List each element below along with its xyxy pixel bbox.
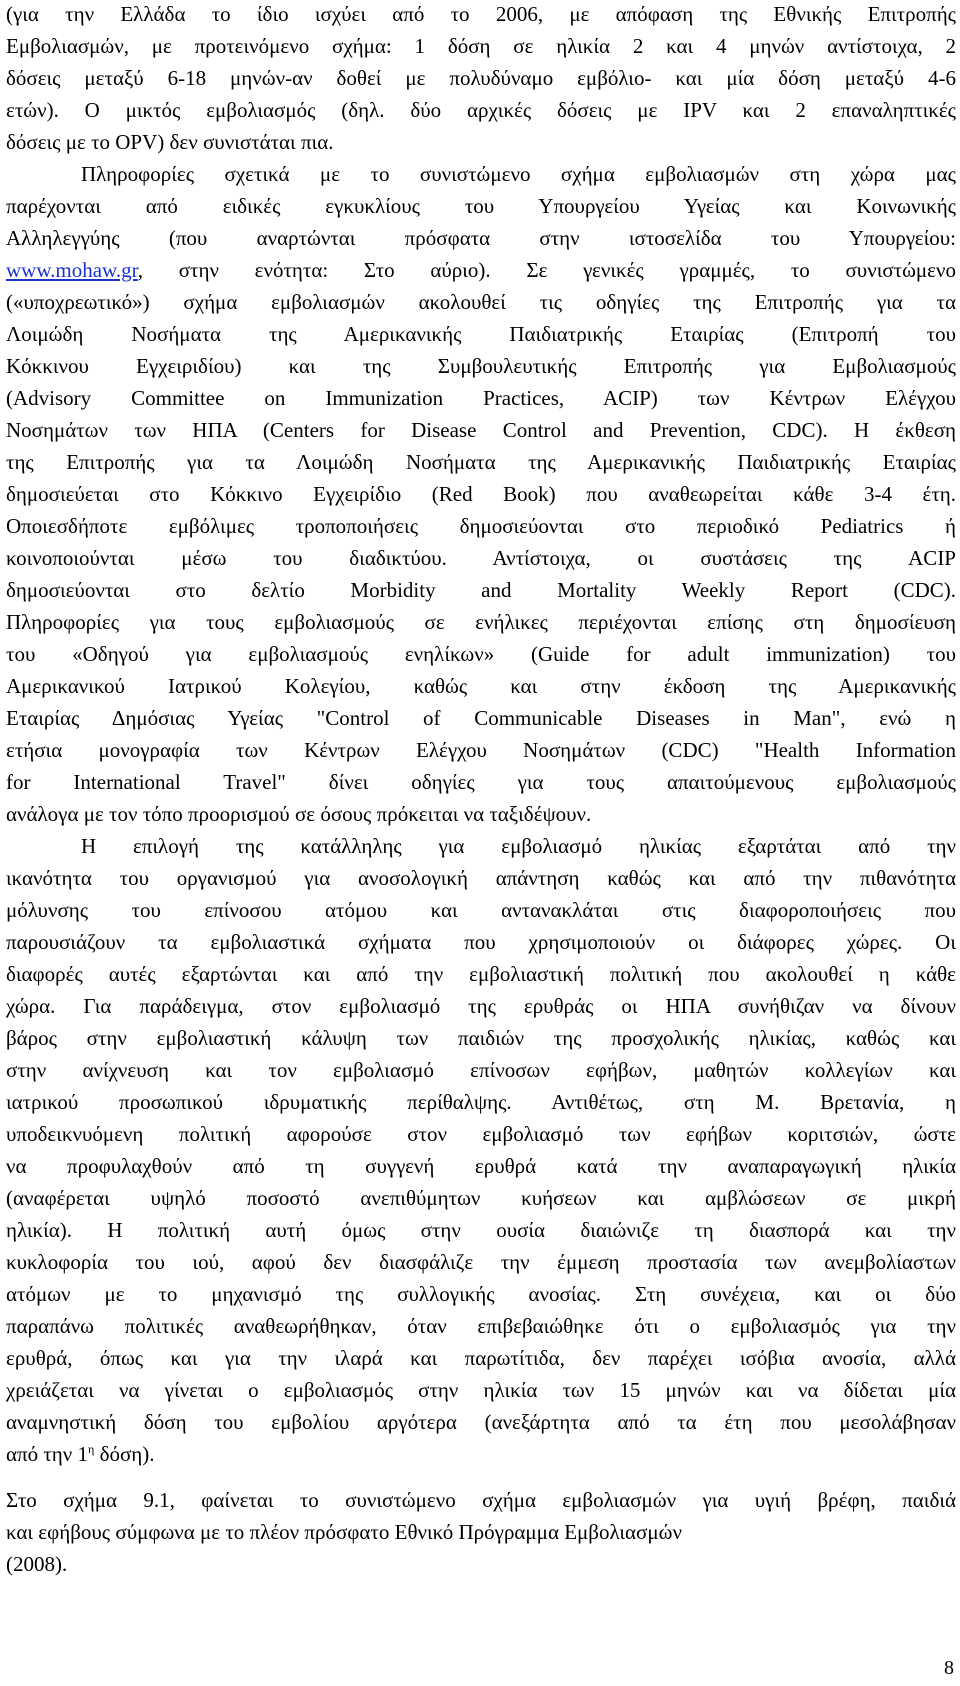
text-line: Πληροφορίες σχετικά με το συνιστώμενο σχήμα εμβολιασμών στη χώρα μας xyxy=(81,162,956,186)
text-span: από την 1 xyxy=(6,1442,89,1466)
text-line: Εμβολιασμών, με προτεινόμενο σχήμα: 1 δόση σε ηλικία 2 και 4 μηνών αντίστοιχα, 2 xyxy=(6,34,956,58)
text-line xyxy=(6,254,956,286)
text-span: δόση). xyxy=(94,1442,155,1466)
text-line: παρουσιάζουν τα εμβολιαστικά σχήματα που χρησιμοποιούν οι διάφορες χώρες. Οι xyxy=(6,930,956,954)
text-line: του «Οδηγού για εμβολιασμούς ενηλίκων» (Guide for adult immunization) του xyxy=(6,642,956,666)
text-line: κοινοποιούνται μέσω του διαδικτύου. Αντίστοιχα, οι συστάσεις της ACIP xyxy=(6,546,956,570)
superscript: η xyxy=(88,1442,95,1456)
text-line: Νοσημάτων των ΗΠΑ (Centers for Disease Control and Prevention, CDC). Η έκθεση xyxy=(6,418,956,442)
text-line: διαφορές αυτές εξαρτώνται και από την εμβολιαστική πολιτική που ακολουθεί η κάθε xyxy=(6,962,956,986)
text-line: υποδεικνυόμενη πολιτική αφορούσε στον εμβολιασμό των εφήβων κοριτσιών, ώστε xyxy=(6,1122,956,1146)
text-line: Λοιμώδη Νοσήματα της Αμερικανικής Παιδιατρικής Εταιρίας (Επιτροπή του xyxy=(6,322,956,346)
text-span: , στην ενότητα: Στο αύριο). Σε γενικές γραμμές, το συνιστώμενο xyxy=(137,258,956,282)
ministry-website-link[interactable]: www.mohaw.gr xyxy=(6,258,138,282)
text-line: ανάλογα με τον τόπο προορισμού σε όσους πρόκειται να ταξιδέψουν. xyxy=(6,802,592,826)
text-line: Αμερικανικού Ιατρικού Κολεγίου, καθώς και στην έκδοση της Αμερικανικής xyxy=(6,674,956,698)
text-line: και εφήβους σύμφωνα με το πλέον πρόσφατο Εθνικό Πρόγραμμα Εμβολιασμών xyxy=(6,1520,682,1544)
text-line: (2008). xyxy=(6,1552,68,1576)
text-line: της Επιτροπής για τα Λοιμώδη Νοσήματα της Αμερικανικής Παιδιατρικής Εταιρίας xyxy=(6,450,956,474)
text-line: for International Travel" δίνει οδηγίες για τους απαιτούμενους εμβολιασμούς xyxy=(6,770,956,794)
text-line: παρέχονται από ειδικές εγκυκλίους του Υπουργείου Υγείας και Κοινωνικής xyxy=(6,194,956,218)
text-line: (αναφέρεται υψηλό ποσοστό ανεπιθύμητων κυήσεων και αμβλώσεων σε μικρή xyxy=(6,1186,956,1210)
text-line: ετήσια μονογραφία των Κέντρων Ελέγχου Νοσημάτων (CDC) "Health Information xyxy=(6,738,956,762)
text-line: Αλληλεγγύης (που αναρτώνται πρόσφατα στην ιστοσελίδα του Υπουργείου: xyxy=(6,226,956,250)
text-line: ετών). Ο μικτός εμβολιασμός (δηλ. δύο αρχικές δόσεις με IPV και 2 επαναληπτικές xyxy=(6,98,956,122)
text-line: χρειάζεται να γίνεται ο εμβολιασμός στην ηλικία των 15 μηνών και να δίδεται μία xyxy=(6,1378,956,1402)
text-line: (για την Ελλάδα το ίδιο ισχύει από το 2006, με απόφαση της Εθνικής Επιτροπής xyxy=(6,2,956,26)
text-line: μόλυνσης του επίνοσου ατόμου και αντανακλάται στις διαφοροποιήσεις που xyxy=(6,898,956,922)
text-line: Πληροφορίες για τους εμβολιασμούς σε ενήλικες περιέχονται επίσης στη δημοσίευση xyxy=(6,610,956,634)
text-line: βάρος στην εμβολιαστική κάλυψη των παιδιών της προσχολικής ηλικίας, καθώς και xyxy=(6,1026,956,1050)
text-line: Εταιρίας Δημόσιας Υγείας "Control of Communicable Diseases in Man", ενώ η xyxy=(6,706,956,730)
page-number: 8 xyxy=(944,1657,954,1679)
text-line: Οποιεσδήποτε εμβόλιμες τροποποιήσεις δημοσιεύονται στο περιοδικό Pediatrics ή xyxy=(6,514,956,538)
text-line: χώρα. Για παράδειγμα, στον εμβολιασμό της ερυθράς οι ΗΠΑ συνήθιζαν να δίνουν xyxy=(6,994,956,1018)
text-line: αναμνηστική δόση του εμβολίου αργότερα (ανεξάρτητα από τα έτη που μεσολάβησαν xyxy=(6,1410,956,1434)
text-line: Η επιλογή της κατάλληλης για εμβολιασμό ηλικίας εξαρτάται από την xyxy=(81,834,956,858)
text-line: ικανότητα του οργανισμού για ανοσολογική απάντηση καθώς και από την πιθανότητα xyxy=(6,866,956,890)
text-line: («υποχρεωτικό») σχήμα εμβολιασμών ακολουθεί τις οδηγίες της Επιτροπής για τα xyxy=(6,290,956,314)
text-line: ιατρικού προσωπικού ιδρυματικής περίθαλψης. Αντιθέτως, στη Μ. Βρετανία, η xyxy=(6,1090,956,1114)
text-line: δημοσιεύονται στο δελτίο Morbidity and Mortality Weekly Report (CDC). xyxy=(6,578,956,602)
text-line: ηλικία). Η πολιτική αυτή όμως στην ουσία διαιώνιζε τη διασπορά και την xyxy=(6,1218,956,1242)
text-line: δόσεις μεταξύ 6-18 μηνών-αν δοθεί με πολυδύναμο εμβόλιο- και μία δόση μεταξύ 4-6 xyxy=(6,66,956,90)
text-line: στην ανίχνευση και τον εμβολιασμό επίνοσων εφήβων, μαθητών κολλεγίων και xyxy=(6,1058,956,1082)
text-line: να προφυλαχθούν από τη συγγενή ερυθρά κατά την αναπαραγωγική ηλικία xyxy=(6,1154,956,1178)
text-line xyxy=(6,1438,956,1470)
text-line: δημοσιεύεται στο Κόκκινο Εγχειρίδιο (Red Book) που αναθεωρείται κάθε 3-4 έτη. xyxy=(6,482,956,506)
text-line: (Advisory Committee on Immunization Practices, ACIP) των Κέντρων Ελέγχου xyxy=(6,386,956,410)
text-line: Κόκκινου Εγχειριδίου) και της Συμβουλευτικής Επιτροπής για Εμβολιασμούς xyxy=(6,354,956,378)
text-line: ατόμων με το μηχανισμό της συλλογικής ανοσίας. Στη συνέχεια, και οι δύο xyxy=(6,1282,956,1306)
text-line: κυκλοφορία του ιού, αφού δεν διασφάλιζε την έμμεση προστασία των ανεμβολίαστων xyxy=(6,1250,956,1274)
text-line: ερυθρά, όπως και για την ιλαρά και παρωτίτιδα, δεν παρέχει ισόβια ανοσία, αλλά xyxy=(6,1346,956,1370)
text-line: παραπάνω πολιτικές αναθεωρήθηκαν, όταν επιβεβαιώθηκε ότι ο εμβολιασμός για την xyxy=(6,1314,956,1338)
text-line: δόσεις με το OPV) δεν συνιστάται πια. xyxy=(6,130,334,154)
text-line: Στο σχήμα 9.1, φαίνεται το συνιστώμενο σχήμα εμβολιασμών για υγιή βρέφη, παιδιά xyxy=(6,1488,956,1512)
